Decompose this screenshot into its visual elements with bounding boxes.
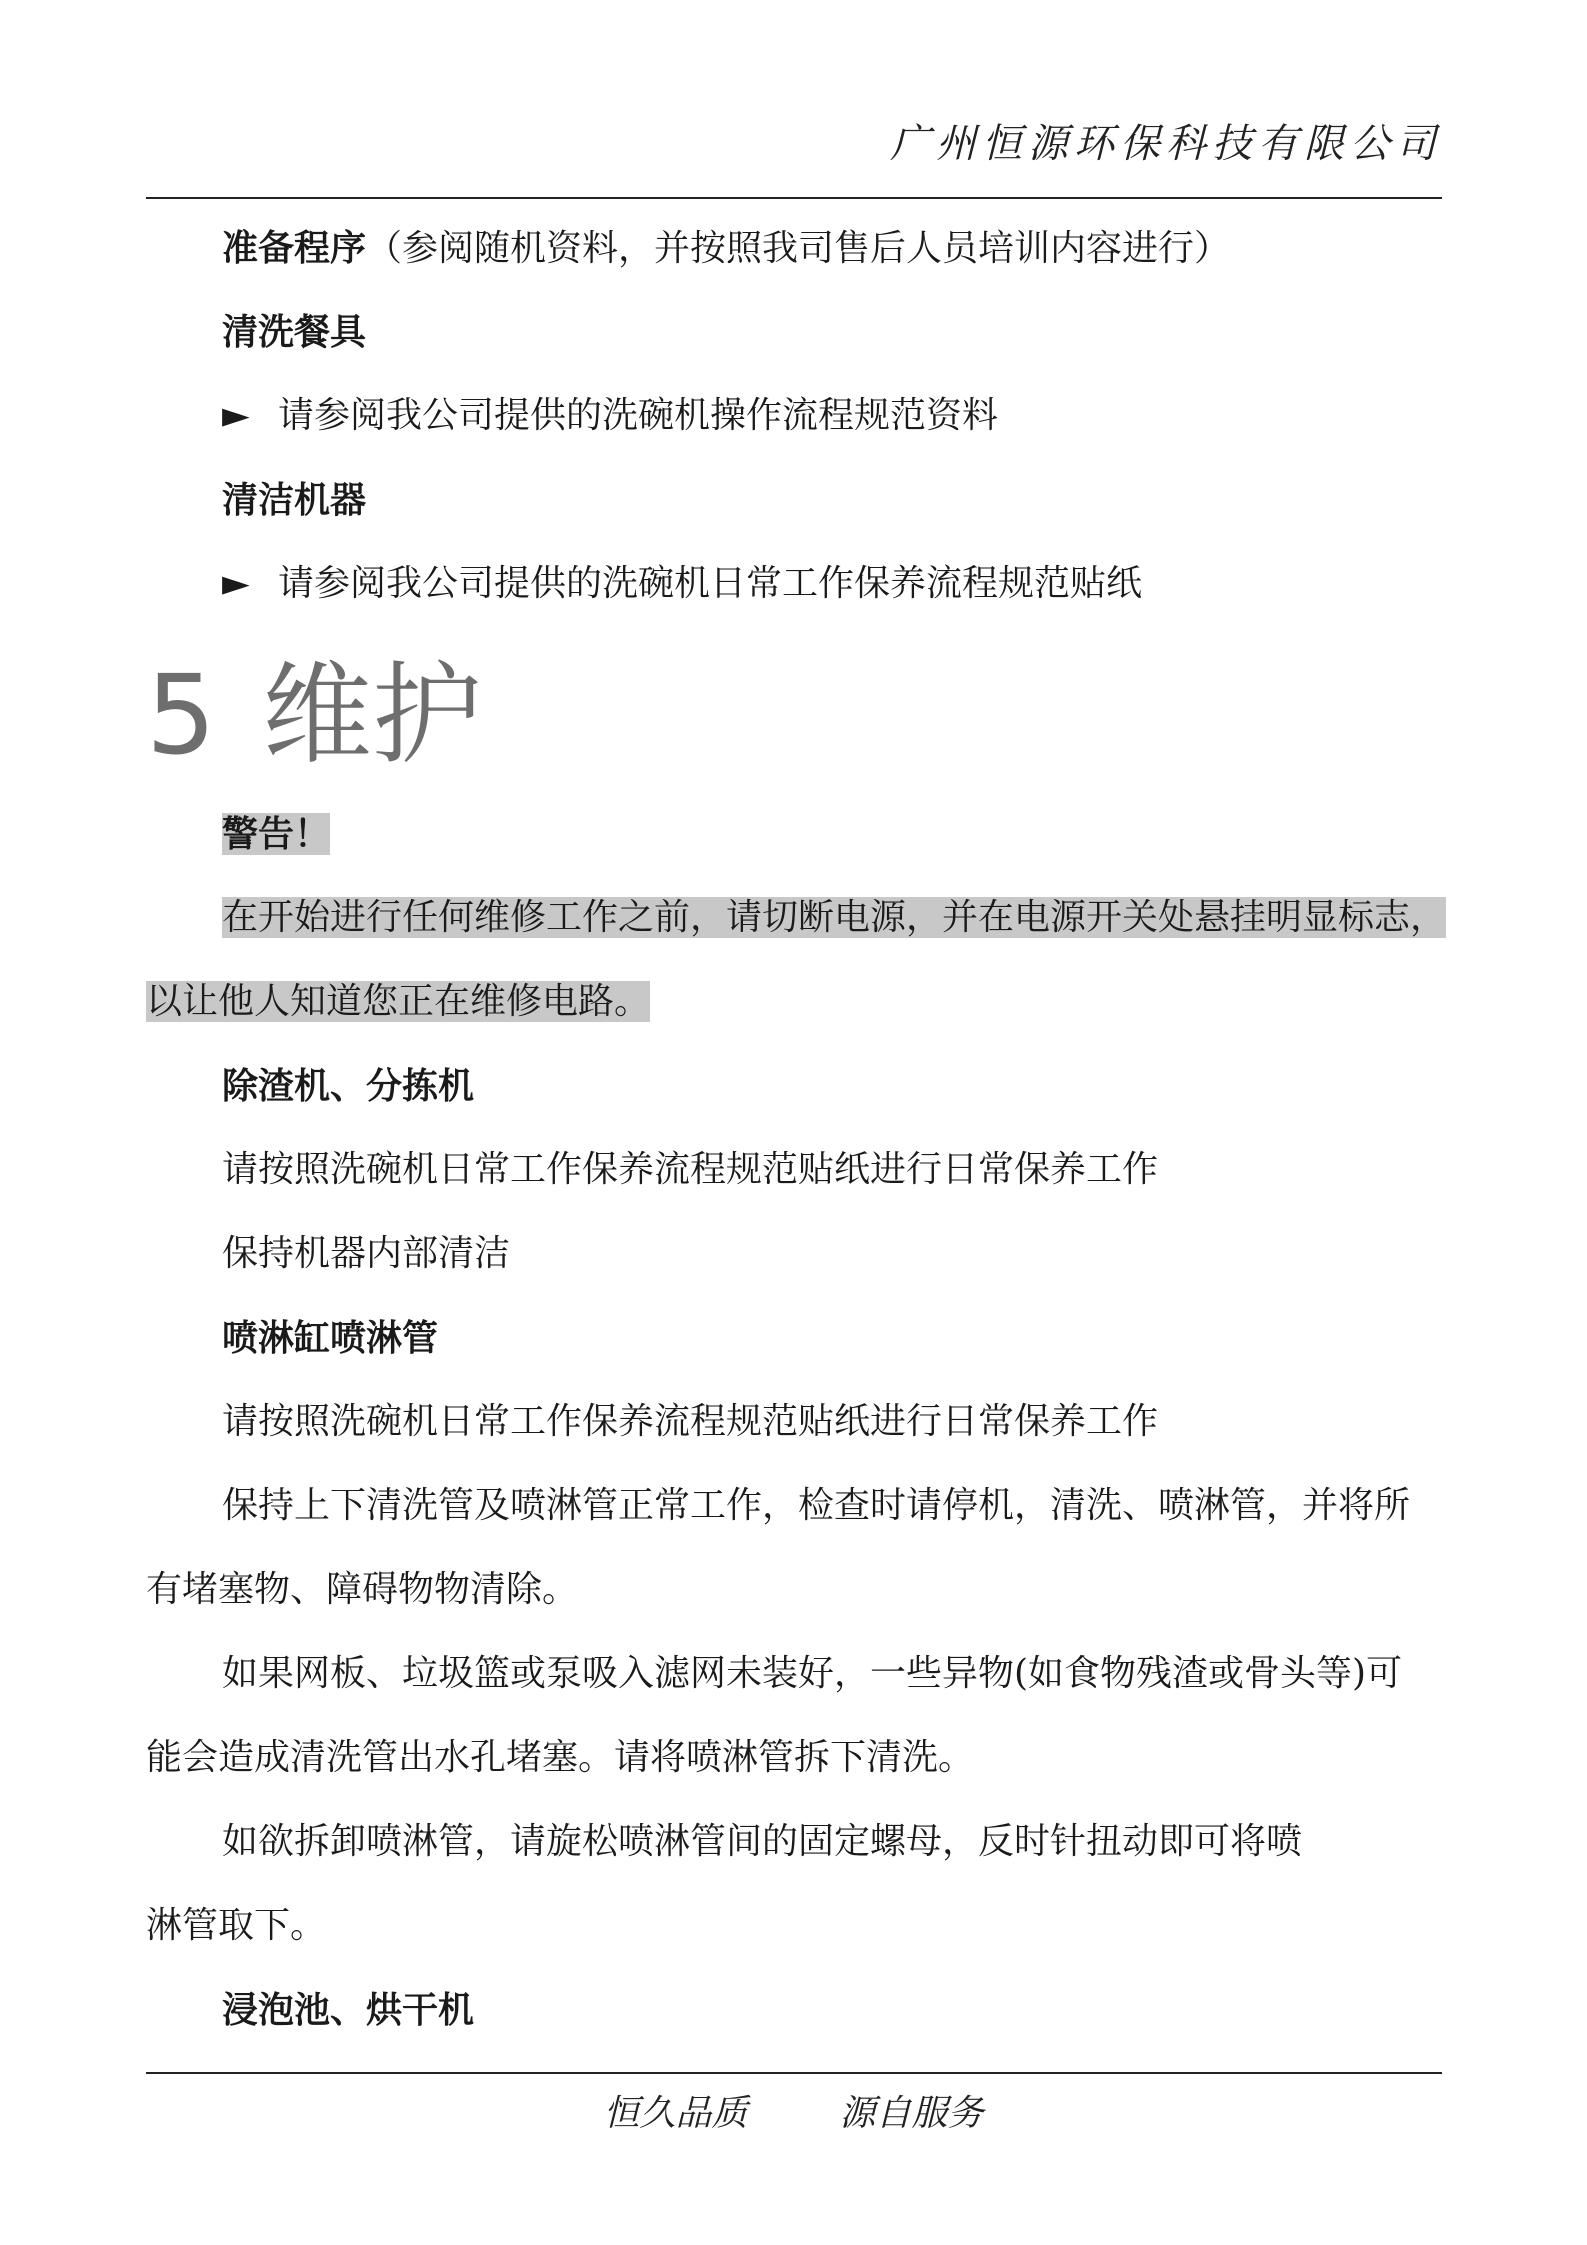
section2-paragraph-4-line-2: 淋管取下。 <box>146 1905 327 1946</box>
section1-title: 除渣机、分拣机 <box>222 1065 475 1107</box>
chapter-title: 维护 <box>262 651 482 779</box>
bullet-arrow-icon: ► <box>222 563 250 604</box>
section1-paragraph-1: 请按照洗碗机日常工作保养流程规范贴纸进行日常保养工作 <box>222 1149 1159 1190</box>
clean-title: 清洁机器 <box>222 479 367 521</box>
section2-paragraph-2-line-2: 有堵塞物、障碍物物清除。 <box>146 1569 579 1610</box>
section2-paragraph-3-line-2: 能会造成清洗管出水孔堵塞。请将喷淋管拆下清洗。 <box>146 1737 975 1778</box>
wash-title: 清洗餐具 <box>222 311 367 353</box>
bullet-arrow-icon: ► <box>222 395 250 436</box>
wash-item-text: 请参阅我公司提供的洗碗机操作流程规范资料 <box>278 395 999 436</box>
wash-item <box>222 394 998 438</box>
header-company-name: 广州恒源环保科技有限公司 <box>890 121 1442 167</box>
warning-line-2: 以让他人知道您正在维修电路。 <box>146 981 651 1022</box>
footer-rule <box>146 2072 1442 2074</box>
warning-title: 警告！ <box>222 813 331 855</box>
footer-slogan-left: 恒久品质 <box>603 2093 748 2134</box>
section3-title: 浸泡池、烘干机 <box>222 1989 475 2031</box>
section2-paragraph-2-line-1: 保持上下清洗管及喷淋管正常工作，检查时请停机，清洗、喷淋管，并将所 <box>222 1485 1411 1526</box>
section1-paragraph-2: 保持机器内部清洁 <box>222 1233 511 1274</box>
footer-slogan <box>0 2085 1587 2136</box>
section2-paragraph-1: 请按照洗碗机日常工作保养流程规范贴纸进行日常保养工作 <box>222 1401 1159 1442</box>
section2-paragraph-3-line-1: 如果网板、垃圾篮或泵吸入滤网未装好，一些异物(如食物残渣或骨头等)可 <box>222 1653 1403 1694</box>
prep-note: （参阅随机资料，并按照我司售后人员培训内容进行） <box>366 228 1231 269</box>
prep-title: 准备程序 <box>222 227 367 269</box>
header-rule <box>146 197 1442 199</box>
clean-item <box>222 562 1142 606</box>
section2-paragraph-4-line-1: 如欲拆卸喷淋管，请旋松喷淋管间的固定螺母，反时针扭动即可将喷 <box>222 1821 1303 1862</box>
warning-line-1: 在开始进行任何维修工作之前，请切断电源，并在电源开关处悬挂明显标志， <box>222 897 1447 938</box>
section2-title: 喷淋缸喷淋管 <box>222 1317 439 1359</box>
chapter-number: 5 <box>146 651 216 779</box>
clean-item-text: 请参阅我公司提供的洗碗机日常工作保养流程规范贴纸 <box>278 563 1143 604</box>
chapter-heading <box>146 650 482 780</box>
footer-slogan-right: 源自服务 <box>839 2093 984 2134</box>
prep-line <box>222 226 1230 271</box>
